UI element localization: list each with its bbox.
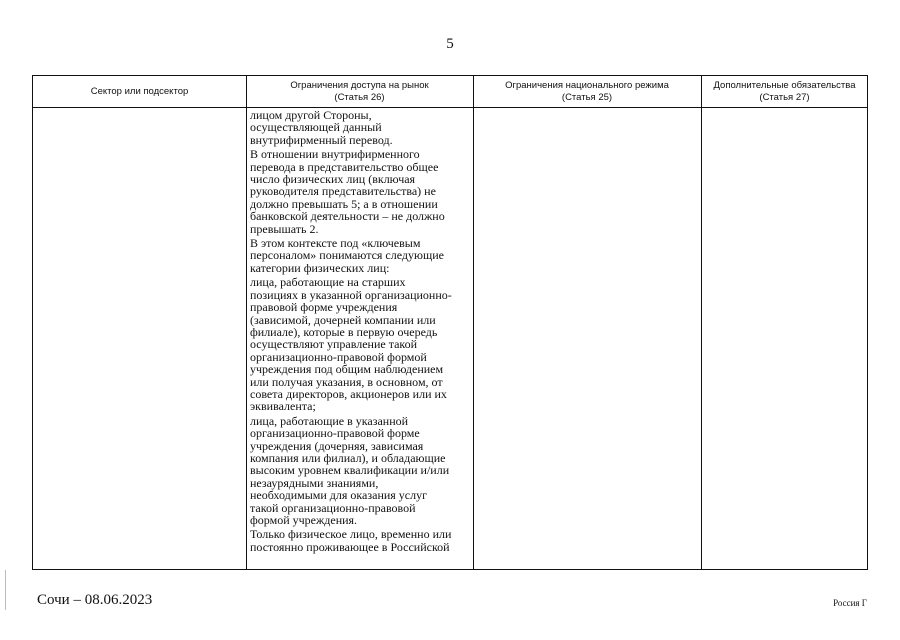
header-additional-commitments (701, 76, 868, 107)
footer-country-mark: Россия Г (833, 598, 867, 608)
national-treatment-cell (474, 109, 701, 569)
header-market-access (246, 76, 473, 107)
market-access-paragraph: Только физическое лицо, временно или постоянно проживающее в Российской (250, 527, 452, 554)
header-market-access-title: Ограничения доступа на рынок (290, 79, 429, 91)
market-access-paragraph: В этом контексте под «ключевым персоналом» понимаются следующие категории физических лиц: (250, 236, 444, 275)
header-sector-label: Сектор или подсектор (90, 85, 189, 97)
header-national-treatment (473, 76, 701, 107)
market-access-paragraph: лица, работающие на старших позициях в указанной организационно- правовой форме учреждения (зависимой, дочерней компании или филиале), которые в первую очередь осуществляют управление такой организационно-правовой формой учреждения под общим наблюдением или получая указания, в основном, от совета директоров, акционеров или их эквивалента; (250, 275, 452, 414)
footer-place-date: Сочи – 08.06.2023 (37, 592, 153, 608)
additional-commitments-cell (702, 109, 868, 569)
header-additional-commitments-title: Дополнительные обязательства (713, 79, 856, 91)
header-national-treatment-article: (Статья 25) (561, 91, 613, 103)
commitments-table (32, 75, 868, 570)
margin-mark (5, 570, 6, 610)
header-divider (33, 107, 867, 108)
header-national-treatment-title: Ограничения национального режима (505, 79, 669, 91)
market-access-paragraph: В отношении внутрифирменного перевода в представительство общее число физических лиц (включая руководителя представительства) не должно превышать 5; а в отношении банковской деятельности – не должно превышать 2. (250, 147, 445, 236)
column-divider (246, 76, 247, 569)
market-access-paragraph: лица, работающие в указанной организационно-правовой форме учреждения (дочерняя, зависимая компания или филиал), и обладающие высоким уровнем квалификации и/или незаурядными знаниями, необходимыми для оказания услуг такой организационно-правовой формой учреждения. (250, 413, 450, 527)
market-access-paragraph: лицом другой Стороны, осуществляющей данный внутрифирменный перевод. (250, 109, 393, 147)
header-additional-commitments-article: (Статья 27) (759, 91, 810, 103)
page-number: 5 (446, 36, 454, 52)
market-access-cell (250, 109, 472, 569)
header-sector (33, 76, 246, 107)
sector-cell (33, 109, 246, 569)
header-market-access-article: (Статья 26) (334, 91, 385, 103)
